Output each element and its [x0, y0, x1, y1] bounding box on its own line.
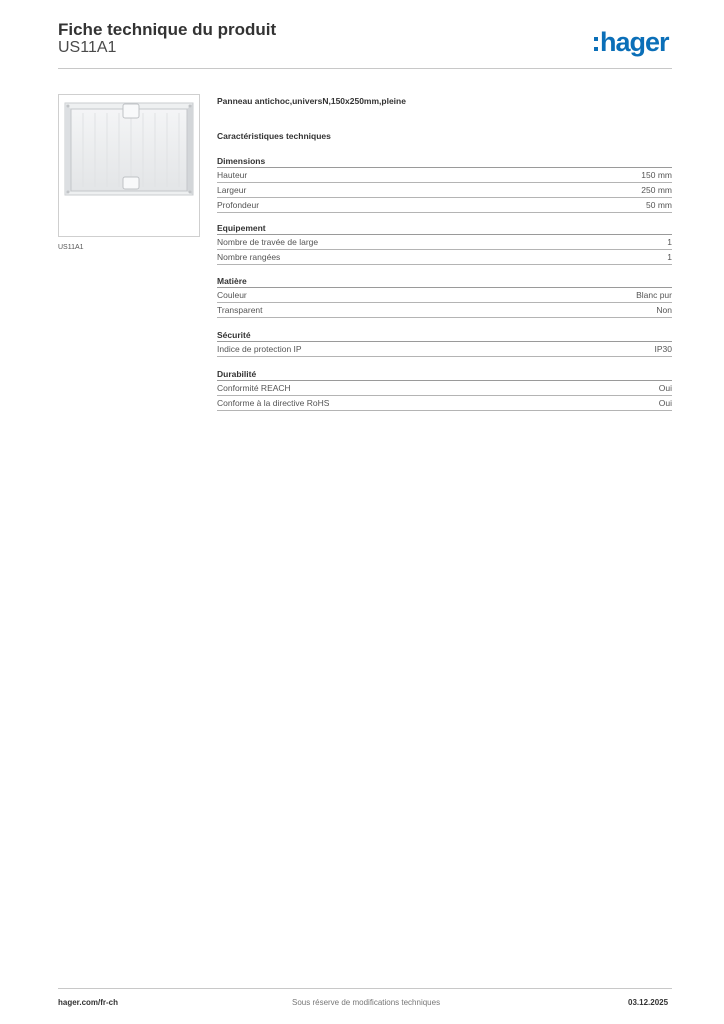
- logo-dots-icon: [594, 37, 598, 51]
- spec-label: Couleur: [217, 290, 247, 300]
- page-title: Fiche technique du produit: [58, 20, 277, 39]
- group-title: Durabilité: [217, 368, 672, 381]
- spec-label: Conforme à la directive RoHS: [217, 398, 330, 408]
- group-title: Equipement: [217, 222, 672, 235]
- spec-label: Conformité REACH: [217, 383, 291, 393]
- spec-value: 50 mm: [646, 200, 672, 210]
- spec-row: [217, 288, 672, 303]
- product-description: Panneau antichoc,universN,150x250mm,pleine: [217, 96, 406, 106]
- spec-value: IP30: [654, 344, 672, 354]
- spec-value: Oui: [658, 383, 672, 393]
- spec-row: [217, 198, 672, 213]
- spec-label: Nombre rangées: [217, 252, 281, 262]
- spec-row: [217, 303, 672, 318]
- group-securite: [217, 329, 672, 357]
- spec-row: [217, 168, 672, 183]
- spec-row: [217, 235, 672, 250]
- spec-value: Non: [656, 305, 672, 315]
- footer-divider: [58, 988, 672, 989]
- group-equipement: [217, 222, 672, 265]
- spec-row: [217, 250, 672, 265]
- spec-value: 150 mm: [641, 170, 672, 180]
- product-image: [58, 94, 200, 237]
- group-durabilite: [217, 368, 672, 411]
- spec-label: Indice de protection IP: [217, 344, 302, 354]
- footer-disclaimer: Sous réserve de modifications techniques: [292, 998, 441, 1007]
- spec-value: 1: [667, 237, 672, 247]
- product-code: US11A1: [58, 39, 117, 56]
- footer-date: 03.12.2025: [628, 998, 669, 1007]
- spec-value: Blanc pur: [636, 290, 672, 300]
- footer-website-link[interactable]: hager.com/fr-ch: [58, 998, 119, 1007]
- spec-value: Oui: [658, 398, 672, 408]
- logo-text: hager: [600, 26, 669, 57]
- group-title: Sécurité: [217, 329, 672, 342]
- spec-row: [217, 396, 672, 411]
- group-title: Dimensions: [217, 155, 672, 168]
- spec-row: [217, 183, 672, 198]
- spec-label: Hauteur: [217, 170, 248, 180]
- group-title: Matière: [217, 275, 672, 288]
- spec-value: 250 mm: [641, 185, 672, 195]
- image-caption: US11A1: [58, 244, 84, 251]
- spec-label: Transparent: [217, 305, 263, 315]
- panel-illustration: [59, 95, 199, 236]
- hager-logo: [594, 26, 669, 58]
- spec-label: Nombre de travée de large: [217, 237, 319, 247]
- spec-value: 1: [667, 252, 672, 262]
- spec-label: Largeur: [217, 185, 247, 195]
- spec-label: Profondeur: [217, 200, 260, 210]
- characteristics-heading: Caractéristiques techniques: [217, 131, 331, 141]
- group-matiere: [217, 275, 672, 318]
- spec-row: [217, 342, 672, 357]
- spec-row: [217, 381, 672, 396]
- group-dimensions: [217, 155, 672, 213]
- header-divider: [58, 68, 672, 69]
